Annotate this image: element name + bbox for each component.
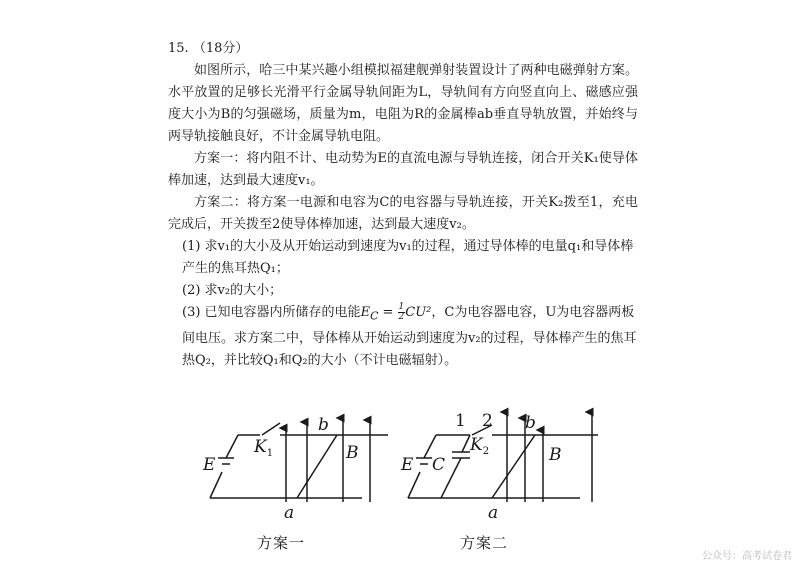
label-field-b-1: B <box>346 443 359 463</box>
caption-plan-one: 方案一 <box>257 534 306 552</box>
label-e-1: E <box>203 455 216 475</box>
plan-one-text: 方案一：将内阻不计、电动势为E的直流电源与导轨连接，闭合开关K₁使导体棒加速，达到最大速度v₁。 <box>168 151 638 188</box>
label-c-2: C <box>432 455 446 475</box>
caption-plan-two: 方案二 <box>460 534 509 552</box>
rod-ab-2 <box>492 435 535 498</box>
fraction-numerator: 1 <box>398 302 405 312</box>
label-field-b-2: B <box>549 445 562 465</box>
left-wire-2-bottom <box>408 472 420 498</box>
problem-intro: 如图所示，哈三中某兴趣小组模拟福建舰弹射装置设计了两种电磁弹射方案。水平放置的足够长光滑平行金属导轨间距为L，导轨间有方向竖直向上、磁感应强度大小为B的匀强磁场，质量为m，电阻为R的金属棒ab垂直导轨放置，并始终与两导轨接触良好，不计金属导轨电阻。 <box>168 63 638 144</box>
rod-ab <box>297 435 337 498</box>
left-wire-top <box>226 435 238 458</box>
circuit-diagrams <box>0 400 800 566</box>
fraction-denominator: 2 <box>398 312 405 322</box>
figure-plan-one <box>210 418 388 502</box>
subquestion-3 <box>168 302 638 372</box>
label-a-2: a <box>488 503 499 523</box>
subquestion-3-suffix: ，C为电容器电容，U为电容器两板间电压。求方案二中，导体棒从开始运动到速度为v₂的过程，导体棒产生的焦耳热Q₂，并比较Q₁和Q₂的大小（不计电磁辐射）。 <box>182 305 637 368</box>
switch-k1-blade <box>262 423 280 435</box>
label-b-1: b <box>318 415 329 435</box>
energy-subscript: C <box>370 309 379 323</box>
subquestion-1: (1) 求v₁的大小及从开始运动到速度为v₁的过程，通过导体棒的电量q₁和导体棒产生的焦耳热Q₁； <box>182 239 634 276</box>
formula-rhs: CU² <box>405 305 432 320</box>
figures-area <box>0 400 800 566</box>
label-e-2: E <box>401 455 414 475</box>
subquestion-2: (2) 求v₂的大小； <box>182 283 283 298</box>
watermark-text: 公众号：高考试卷君 <box>702 551 792 562</box>
label-k1: $K_1$ <box>254 437 274 459</box>
label-switch-1: 1 <box>455 411 466 431</box>
capacitor-wire-top <box>462 435 470 452</box>
left-wire-bottom <box>210 472 222 498</box>
label-a-1: a <box>284 503 295 523</box>
label-k2: $K_2$ <box>470 435 490 457</box>
energy-symbol: E <box>360 305 371 320</box>
problem-points: （18分） <box>192 41 249 56</box>
formula-equals: = <box>378 305 398 320</box>
problem-heading <box>168 38 638 60</box>
label-b-2: b <box>525 413 536 433</box>
problem-number: 15. <box>168 41 189 56</box>
problem-15 <box>168 38 638 372</box>
subquestion-3-prefix: (3) 已知电容器内所储存的电能 <box>182 305 361 320</box>
energy-formula <box>360 302 432 323</box>
plan-two-text: 方案二：将方案一电源和电容为C的电容器与导轨连接，开关K₂拨至1，充电完成后，开关拨至2使导体棒加速，达到最大速度v₂。 <box>168 195 638 232</box>
label-switch-2: 2 <box>482 411 493 431</box>
